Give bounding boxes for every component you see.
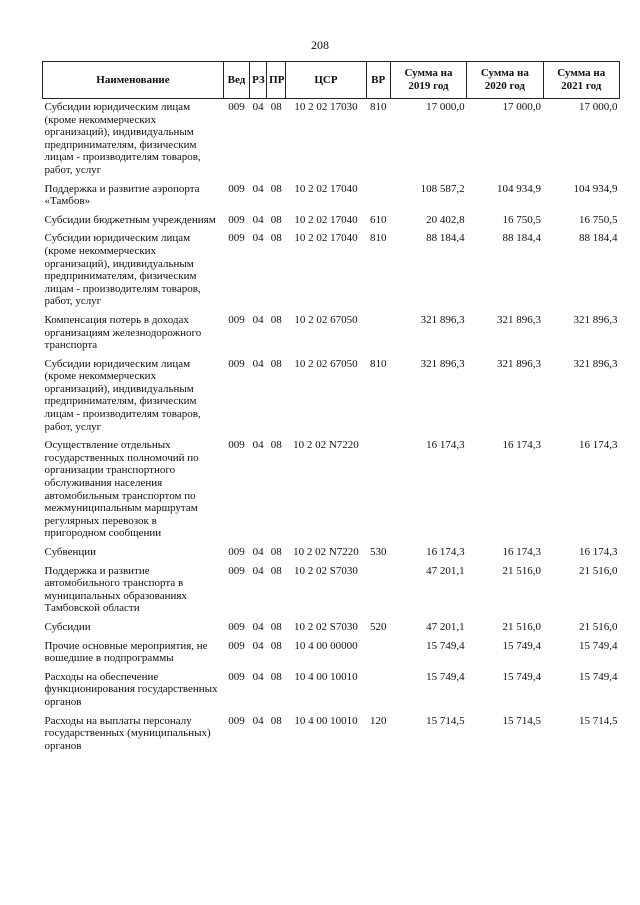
header-vr: ВР — [366, 62, 390, 99]
row-pr: 08 — [270, 714, 282, 727]
row-name: Компенсация потерь в доходах организациям железнодорожного транспорта — [44, 313, 202, 352]
table-row — [43, 669, 620, 713]
row-sum-2021: 16 174,3 — [579, 439, 618, 452]
row-sum-2019: 47 201,1 — [426, 620, 465, 633]
row-rz: 04 — [252, 313, 264, 326]
row-name: Субсидии юридическим лицам (кроме некоммерческих организаций), индивидуальным предпринимателям, физическим лицам - производителям товаров, работ, услуг — [44, 357, 201, 433]
row-sum-2020: 15 749,4 — [502, 670, 542, 683]
table-row — [43, 230, 620, 312]
row-rz: 04 — [252, 564, 264, 577]
row-sum-2019: 17 000,0 — [426, 101, 465, 113]
row-sum-2020: 15 714,5 — [502, 714, 542, 727]
row-rz: 04 — [252, 232, 264, 245]
row-sum-2019: 321 896,3 — [420, 313, 465, 326]
row-sum-2020: 321 896,3 — [497, 313, 542, 326]
row-pr: 08 — [270, 313, 282, 326]
row-pr: 08 — [270, 564, 282, 577]
row-csr: 10 2 02 17030 — [294, 101, 358, 113]
row-pr: 08 — [270, 182, 282, 195]
row-pr: 08 — [270, 357, 282, 370]
row-csr: 10 2 02 S7030 — [294, 620, 358, 633]
row-csr: 10 2 02 N7220 — [293, 439, 359, 452]
row-sum-2019: 88 184,4 — [426, 232, 465, 245]
table-row — [43, 563, 620, 619]
row-sum-2019: 321 896,3 — [420, 357, 465, 370]
budget-table — [42, 61, 620, 756]
row-sum-2021: 15 714,5 — [579, 714, 618, 727]
row-csr: 10 2 02 17040 — [294, 213, 358, 226]
row-pr: 08 — [270, 546, 282, 558]
row-ved: 009 — [228, 182, 245, 195]
row-vr — [366, 181, 390, 212]
header-rz: РЗ — [250, 62, 267, 99]
row-vr: 520 — [369, 620, 387, 633]
row-csr: 10 4 00 10010 — [294, 714, 358, 727]
row-rz: 04 — [252, 357, 264, 370]
row-name: Осуществление отдельных государственных полномочий по организации транспортного обслуживания населения автомобильным транспортом по межмуниципальным маршрутам регулярных перевозок в пригородном сообщении — [44, 439, 199, 540]
row-vr — [366, 312, 390, 356]
row-sum-2021: 16 174,3 — [579, 546, 618, 558]
header-ved: Вед — [223, 62, 249, 99]
row-sum-2019: 15 749,4 — [426, 639, 465, 652]
table-row — [43, 212, 620, 231]
row-ved: 009 — [228, 546, 245, 558]
row-vr: 530 — [369, 546, 387, 558]
row-sum-2020: 88 184,4 — [502, 232, 542, 245]
row-ved: 009 — [228, 714, 245, 727]
row-sum-2020: 16 174,3 — [502, 439, 542, 452]
row-name: Субсидии бюджетным учреждениям — [44, 213, 216, 226]
row-name: Субсидии — [44, 620, 91, 633]
row-rz: 04 — [252, 439, 264, 452]
row-rz: 04 — [252, 714, 264, 727]
row-rz: 04 — [252, 670, 264, 683]
row-ved: 009 — [228, 620, 245, 633]
row-csr: 10 2 02 N7220 — [293, 546, 359, 558]
row-pr: 08 — [270, 101, 282, 113]
row-ved: 009 — [228, 357, 245, 370]
table-row — [43, 181, 620, 212]
row-pr: 08 — [270, 213, 282, 226]
row-name: Расходы на выплаты персоналу государственных (муниципальных) органов — [44, 714, 211, 752]
row-sum-2019: 20 402,8 — [426, 213, 465, 226]
header-csr: ЦСР — [286, 62, 366, 99]
row-csr: 10 4 00 00000 — [294, 639, 358, 652]
row-vr: 810 — [369, 232, 387, 245]
row-sum-2021: 16 750,5 — [579, 213, 618, 226]
row-sum-2020: 17 000,0 — [502, 101, 542, 113]
row-csr: 10 2 02 17040 — [294, 182, 358, 195]
table-row — [43, 99, 620, 181]
header-sum-2020: Сумма на 2020 год — [467, 62, 543, 99]
row-sum-2020: 16 750,5 — [502, 213, 542, 226]
header-pr: ПР — [267, 62, 286, 99]
row-sum-2020: 321 896,3 — [497, 357, 542, 370]
row-ved: 009 — [228, 564, 245, 577]
row-sum-2021: 17 000,0 — [579, 101, 618, 113]
row-sum-2020: 15 749,4 — [502, 639, 542, 652]
row-csr: 10 2 02 67050 — [294, 357, 358, 370]
table-row — [43, 619, 620, 638]
row-name: Поддержка и развитие автомобильного транспорта в муниципальных образованиях Тамбовской области — [44, 564, 187, 615]
row-rz: 04 — [252, 546, 264, 558]
row-csr: 10 2 02 17040 — [294, 232, 358, 245]
row-name: Субсидии юридическим лицам (кроме некоммерческих организаций), индивидуальным предпринимателям, физическим лицам - производителям товаров, работ, услуг — [44, 232, 201, 308]
row-sum-2020: 16 174,3 — [502, 546, 542, 558]
row-ved: 009 — [228, 313, 245, 326]
row-pr: 08 — [270, 620, 282, 633]
row-pr: 08 — [270, 670, 282, 683]
row-name: Субвенции — [44, 546, 97, 558]
table-row — [43, 356, 620, 438]
row-sum-2019: 15 749,4 — [426, 670, 465, 683]
row-ved: 009 — [228, 670, 245, 683]
row-csr: 10 4 00 10010 — [294, 670, 358, 683]
table-body — [43, 99, 620, 757]
row-sum-2021: 15 749,4 — [579, 670, 618, 683]
row-csr: 10 2 02 S7030 — [294, 564, 358, 577]
row-rz: 04 — [252, 213, 264, 226]
row-csr: 10 2 02 67050 — [294, 313, 358, 326]
table-row — [43, 437, 620, 544]
row-ved: 009 — [228, 213, 245, 226]
row-sum-2019: 16 174,3 — [426, 546, 465, 558]
row-sum-2021: 21 516,0 — [579, 564, 618, 577]
table-row — [43, 638, 620, 669]
row-sum-2020: 104 934,9 — [497, 182, 542, 195]
row-ved: 009 — [228, 439, 245, 452]
row-pr: 08 — [270, 439, 282, 452]
row-sum-2021: 21 516,0 — [579, 620, 618, 633]
row-vr — [366, 669, 390, 713]
row-pr: 08 — [270, 639, 282, 652]
header-name: Наименование — [43, 62, 224, 99]
row-sum-2019: 16 174,3 — [426, 439, 465, 452]
row-rz: 04 — [252, 620, 264, 633]
row-name: Субсидии юридическим лицам (кроме некоммерческих организаций), индивидуальным предпринимателям, физическим лицам - производителям товаров, работ, услуг — [44, 101, 201, 176]
row-sum-2021: 15 749,4 — [579, 639, 618, 652]
row-pr: 08 — [270, 232, 282, 245]
row-rz: 04 — [252, 182, 264, 195]
table-row — [43, 312, 620, 356]
table-row — [43, 713, 620, 757]
row-vr — [366, 437, 390, 544]
row-sum-2021: 104 934,9 — [573, 182, 618, 195]
row-rz: 04 — [252, 101, 264, 113]
row-sum-2021: 88 184,4 — [579, 232, 618, 245]
page-number: 208 — [311, 38, 329, 52]
row-vr — [366, 638, 390, 669]
row-ved: 009 — [228, 232, 245, 245]
row-ved: 009 — [228, 101, 245, 113]
row-vr: 810 — [369, 101, 387, 113]
row-sum-2021: 321 896,3 — [573, 313, 618, 326]
row-name: Прочие основные мероприятия, не вошедшие в подпрограммы — [44, 639, 208, 665]
row-sum-2020: 21 516,0 — [502, 620, 542, 633]
row-rz: 04 — [252, 639, 264, 652]
row-sum-2019: 15 714,5 — [426, 714, 465, 727]
row-sum-2019: 47 201,1 — [426, 564, 465, 577]
row-vr: 810 — [369, 357, 387, 370]
row-name: Расходы на обеспечение функционирования государственных органов — [44, 670, 218, 708]
row-ved: 009 — [228, 639, 245, 652]
row-vr: 120 — [369, 714, 387, 727]
header-sum-2019: Сумма на 2019 год — [390, 62, 466, 99]
row-vr — [366, 563, 390, 619]
table-header — [43, 62, 620, 99]
header-sum-2021: Сумма на 2021 год — [543, 62, 619, 99]
row-name: Поддержка и развитие аэропорта «Тамбов» — [44, 182, 200, 208]
table-row — [43, 544, 620, 563]
row-sum-2020: 21 516,0 — [502, 564, 542, 577]
row-vr: 610 — [369, 213, 387, 226]
row-sum-2019: 108 587,2 — [420, 182, 465, 195]
row-sum-2021: 321 896,3 — [573, 357, 618, 370]
